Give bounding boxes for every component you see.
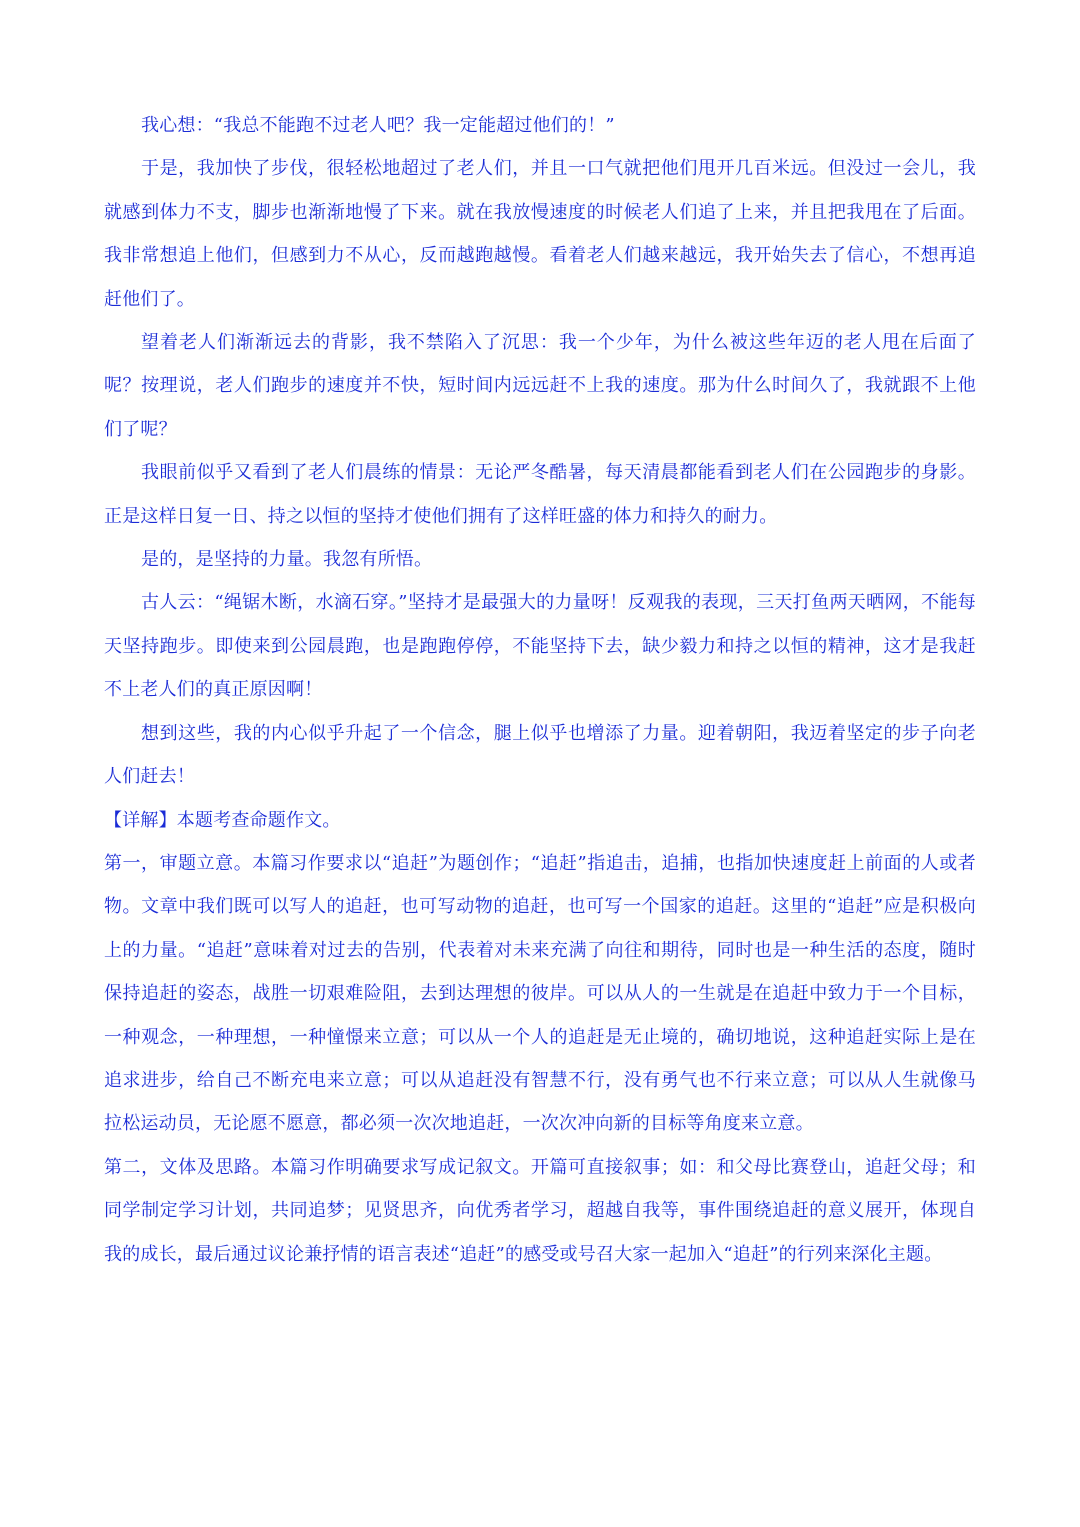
analysis-heading: 【详解】本题考查命题作文。 xyxy=(104,809,341,831)
essay-paragraph-6: 古人云：“绳锯木断，水滴石穿。”坚持才是最强大的力量呀！反观我的表现，三天打鱼两天晒网，不能每天坚持跑步。即使来到公园晨跑，也是跑跑停停，不能坚持下去，缺少毅力和持之以恒的精神，这才是我赶不上老人们的真正原因啊！ xyxy=(104,592,976,701)
essay-paragraph-3: 望着老人们渐渐远去的背影，我不禁陷入了沉思：我一个少年，为什么被这些年迈的老人甩在后面了呢？按理说，老人们跑步的速度并不快，短时间内远远赶不上我的速度。那为什么时间久了，我就跟不上他们了呢？ xyxy=(104,332,976,440)
analysis-point-2: 第二，文体及思路。本篇习作明确要求写成记叙文。开篇可直接叙事；如：和父母比赛登山，追赶父母；和同学制定学习计划，共同追梦；见贤思齐，向优秀者学习，超越自我等，事件围绕追赶的意义展开，体现自我的成长，最后通过议论兼抒情的语言表述“追赶”的感受或号召大家一起加入“追赶”的行列来深化主题。 xyxy=(104,1156,976,1265)
essay-paragraph-4: 我眼前似乎又看到了老人们晨练的情景：无论严冬酷暑，每天清晨都能看到老人们在公园跑步的身影。正是这样日复一日、持之以恒的坚持才使他们拥有了这样旺盛的体力和持久的耐力。 xyxy=(104,462,976,527)
analysis-point-1: 第一，审题立意。本篇习作要求以“追赶”为题创作；“追赶”指追击，追捕，也指加快速度赶上前面的人或者物。文章中我们既可以写人的追赶，也可写动物的追赶，也可写一个国家的追赶。这里的“追赶”应是积极向上的力量。“追赶”意味着对过去的告别，代表着对未来充满了向往和期待，同时也是一种生活的态度，随时保持追赶的姿态，战胜一切艰难险阻，去到达理想的彼岸。可以从人的一生就是在追赶中致力于一个目标，一种观念，一种理想，一种憧憬来立意；可以从一个人的追赶是无止境的，确切地说，这种追赶实际上是在追求进步，给自己不断充电来立意；可以从追赶没有智慧不行，没有勇气也不行来立意；可以从人生就像马拉松运动员，无论愿不愿意，都必须一次次地追赶，一次次冲向新的目标等角度来立意。 xyxy=(104,852,976,1135)
essay-paragraph-1: 我心想：“我总不能跑不过老人吧？我一定能超过他们的！” xyxy=(141,115,615,136)
essay-paragraph-7: 想到这些，我的内心似乎升起了一个信念，腿上似乎也增添了力量。迎着朝阳，我迈着坚定的步子向老人们赶去！ xyxy=(104,722,976,788)
essay-paragraph-5: 是的，是坚持的力量。我忽有所悟。 xyxy=(141,549,433,571)
essay-paragraph-2: 于是，我加快了步伐，很轻松地超过了老人们，并且一口气就把他们甩开几百米远。但没过一会儿，我就感到体力不支，脚步也渐渐地慢了下来。就在我放慢速度的时候老人们追了上来，并且把我甩在了后面。我非常想追上他们，但感到力不从心，反而越跑越慢。看着老人们越来越远，我开始失去了信心，不想再追赶他们了。 xyxy=(104,158,976,310)
document-body xyxy=(104,104,976,1276)
